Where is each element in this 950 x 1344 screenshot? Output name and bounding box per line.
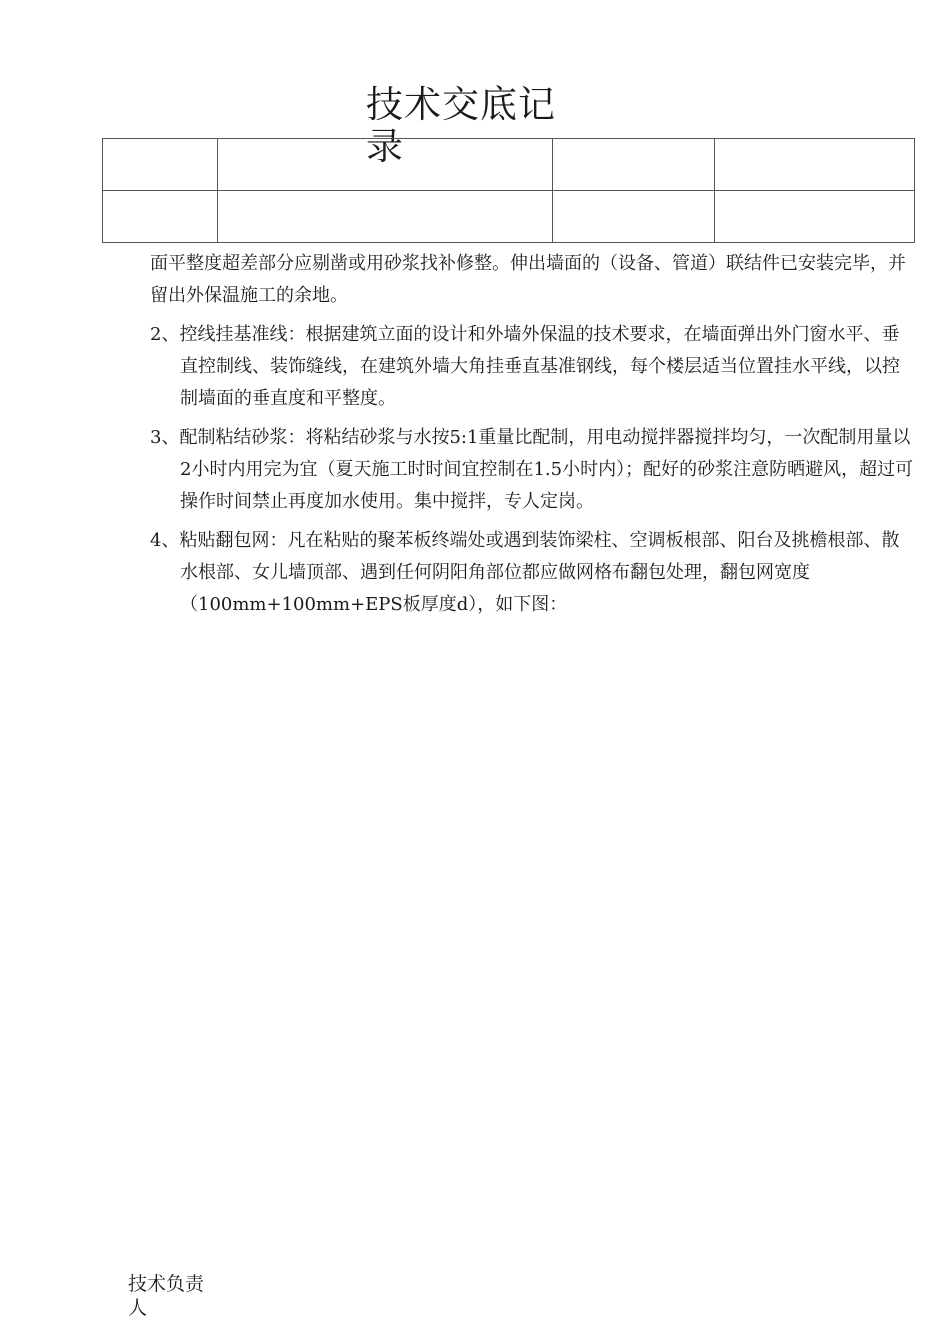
table-cell <box>715 139 915 191</box>
list-item-text: 控线挂基准线：根据建筑立面的设计和外墙外保温的技术要求，在墙面弹出外门窗水平、垂直控制线、装饰缝线，在建筑外墙大角挂垂直基准钢线，每个楼层适当位置挂水平线，以控制墙面的垂直度和平整度。 <box>179 324 900 409</box>
table-cell <box>553 191 715 243</box>
list-item-number: 3、 <box>150 427 180 448</box>
document-title: 技术交底记录 <box>366 83 556 168</box>
list-item <box>150 525 916 621</box>
body-paragraph: 面平整度超差部分应剔凿或用砂浆找补修整。伸出墙面的（设备、管道）联结件已安装完毕，并留出外保温施工的余地。 <box>150 253 906 306</box>
list-item-number: 2、 <box>150 324 180 345</box>
list-item <box>150 319 916 415</box>
table-cell <box>553 139 715 191</box>
table-cell <box>103 191 218 243</box>
table-row <box>103 191 915 243</box>
list-item-text: 粘贴翻包网：凡在粘贴的聚苯板终端处或遇到装饰梁柱、空调板根部、阳台及挑檐根部、散水根部、女儿墙顶部、遇到任何阴阳角部位都应做网格布翻包处理，翻包网宽度（100mm+100mm+EPS板厚度d），如下图： <box>179 530 900 615</box>
list-item-text: 配制粘结砂浆：将粘结砂浆与水按5:1重量比配制，用电动搅拌器搅拌均匀，一次配制用量以2小时内用完为宜（夏天施工时时间宜控制在1.5小时内）；配好的砂浆注意防晒避风，超过可操作时间禁止再度加水使用。集中搅拌，专人定岗。 <box>179 427 914 512</box>
table-cell <box>218 139 553 191</box>
table-cell <box>218 191 553 243</box>
document-body <box>150 248 916 628</box>
list-item-number: 4、 <box>150 530 180 551</box>
table-cell <box>715 191 915 243</box>
list-item <box>150 422 916 518</box>
footer-signature-label: 技术负责人 <box>128 1273 205 1319</box>
header-info-table <box>102 138 915 243</box>
table-cell <box>103 139 218 191</box>
table-row <box>103 139 915 191</box>
